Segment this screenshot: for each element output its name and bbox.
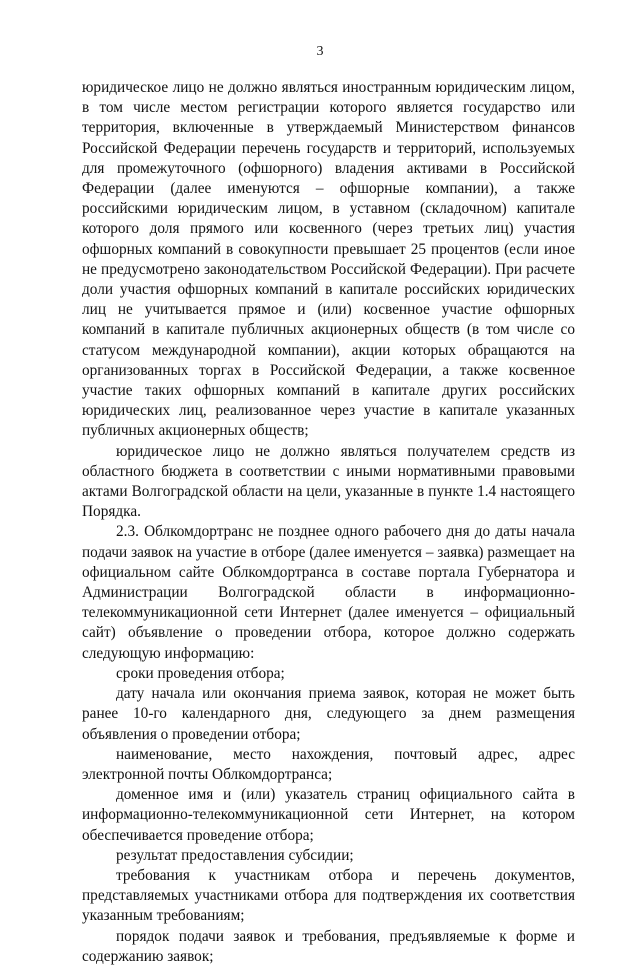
paragraph-application-dates: дату начала или окончания приема заявок, которая не может быть ранее 10-го календарного дня, следующего за днем размещения объявления о проведении отбора; — [82, 685, 575, 743]
paragraph-selection-terms: сроки проведения отбора; — [116, 664, 285, 682]
paragraph-website: доменное имя и (или) указатель страниц официального сайта в информационно-телекоммуникационной сети Интернет, на котором обеспечивается проведение отбора; — [82, 786, 575, 844]
paragraph-application-procedure: порядок подачи заявок и требования, предъявляемые к форме и содержанию заявок; — [82, 927, 575, 965]
document-body — [82, 78, 575, 967]
paragraph-participant-requirements: требования к участникам отбора и перечень документов, представляемых участниками отбора для подтверждения их соответствия указанным требованиям; — [82, 866, 575, 925]
paragraph-2-3: 2.3. Облкомдортранс не позднее одного рабочего дня до даты начала подачи заявок на участие в отборе (далее именуется – заявка) размещает на официальном сайте Облкомдортранса в составе портала Губернатора и Администрации Волгоградской области в информационно-телекоммуникационной сети Интернет (далее именуется – официальный сайт) объявление о проведении отбора, которое должно содержать следующую информацию: — [82, 523, 575, 662]
page-number: 3 — [316, 44, 324, 59]
paragraph-offshore-requirement: юридическое лицо не должно являться иностранным юридическим лицом, в том числе местом регистрации которого является государство или территория, включенные в утверждаемый Министерством финансов Российской Федерации перечень государств и территорий, используемых для промежуточного (офшорного) владения активами в Российской Федерации (далее именуются – офшорные компании), а также российскими юридическим лицом, в уставном (складочном) капитале которого доля прямого или косвенного (через третьих лиц) участия офшорных компаний в совокупности превышает 25 процентов (если иное не предусмотрено законодательством Российской Федерации). При расчете доли участия офшорных компаний в капитале российских юридических лиц не учитывается прямое и (или) косвенное участие офшорных компаний в капитале публичных акционерных обществ (в том числе со статусом международной компании), акции которых обращаются на организованных торгах в Российской Федерации, а также косвенное участие таких офшорных компаний в капитале других российских юридических лиц, реализованное через участие в капитале указанных публичных акционерных обществ; — [82, 79, 575, 440]
paragraph-subsidy-result: результат предоставления субсидии; — [116, 846, 354, 864]
paragraph-contacts: наименование, место нахождения, почтовый адрес, адрес электронной почты Облкомдортранса; — [82, 745, 575, 783]
paragraph-budget-requirement: юридическое лицо не должно являться получателем средств из областного бюджета в соответствии с иными нормативными правовыми актами Волгоградской области на цели, указанные в пункте 1.4 настоящего Порядка. — [82, 442, 575, 521]
